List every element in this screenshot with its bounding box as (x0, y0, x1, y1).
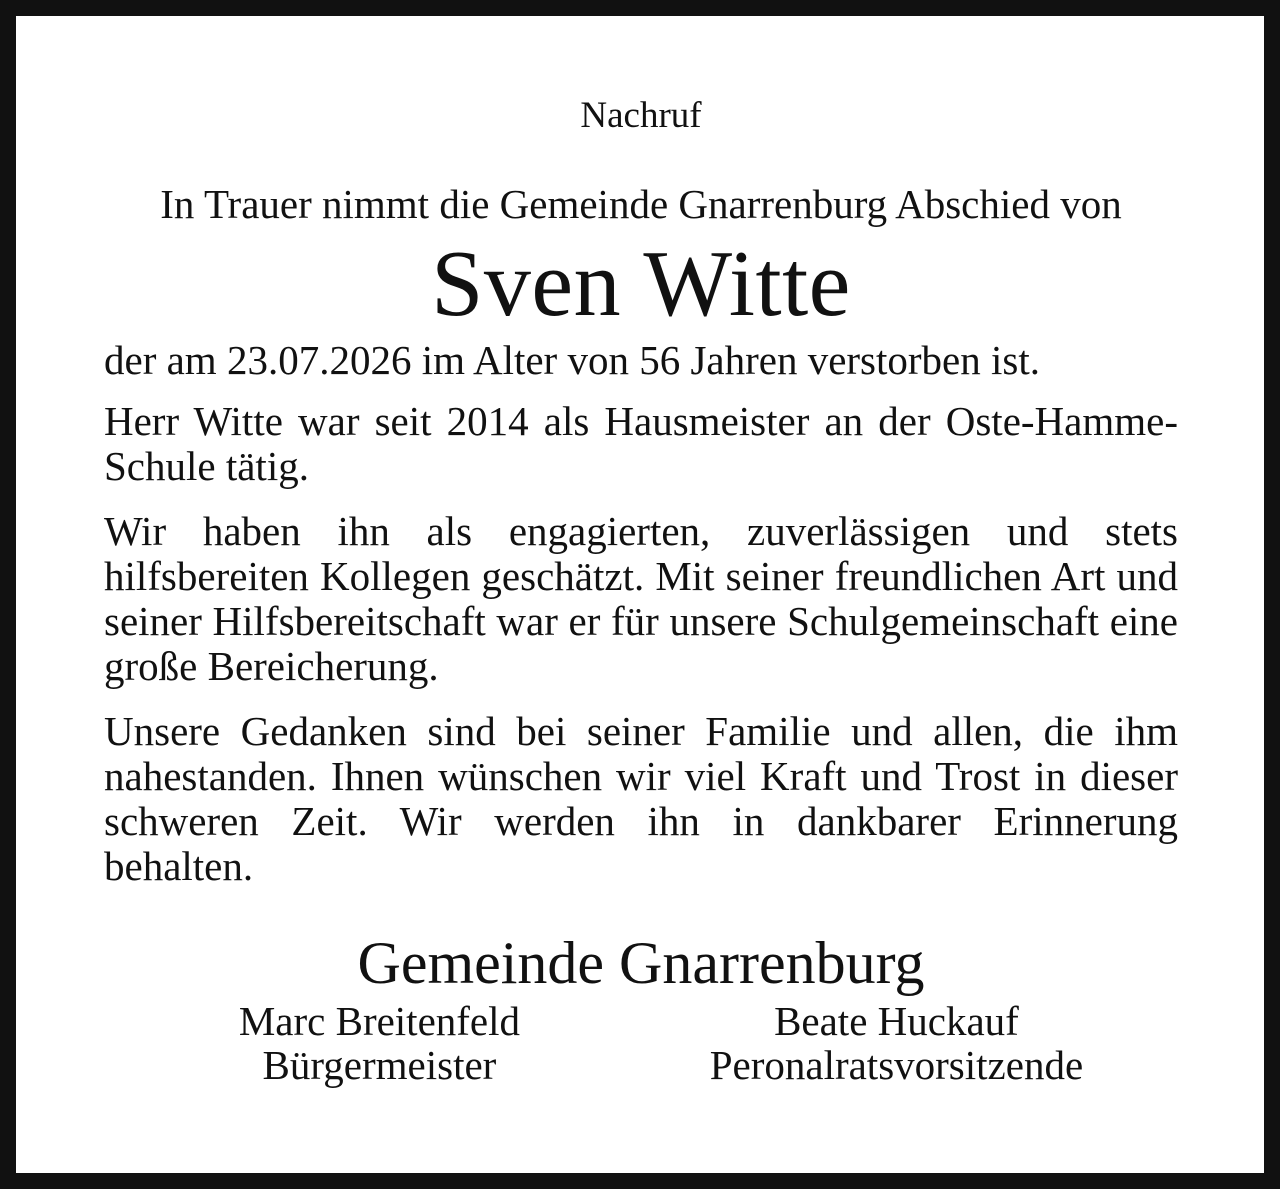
signer-role: Peronalratsvorsitzende (709, 1042, 1084, 1088)
signers (104, 999, 1178, 1087)
deceased-name: Sven Witte (431, 232, 851, 336)
notice-intro: In Trauer nimmt die Gemeinde Gnarrenburg Abschied von (160, 181, 1122, 227)
paragraph-appreciation: Wir haben ihn als engagierten, zuverlässigen und stets hilfsbereiten Kollegen geschätzt. Mit seiner freundlichen Art und seiner Hilfsbereitschaft war er für unsere Schulgemeinschaft eine große Bereicherung. (104, 508, 1178, 689)
organization-name: Gemeinde Gnarrenburg (357, 930, 925, 996)
signer-role: Bürgermeister (262, 1042, 497, 1088)
paragraph-condolence: Unsere Gedanken sind bei seiner Familie und allen, die ihm nahestanden. Ihnen wünschen wir viel Kraft und Trost in dieser schweren Zeit. Wir werden ihn in dankbarer Erinnerung behalten. (104, 708, 1178, 889)
paragraph-employment: Herr Witte war seit 2014 als Hausmeister an der Oste-Hamme-Schule tätig. (104, 398, 1178, 489)
signer-mayor (239, 999, 520, 1087)
date-line: der am 23.07.2026 im Alter von 56 Jahren verstorben ist. (104, 337, 1040, 383)
signer-name: Beate Huckauf (774, 998, 1019, 1044)
obituary-notice (104, 94, 1178, 1087)
notice-heading: Nachruf (580, 95, 702, 136)
signer-staff-council (710, 999, 1083, 1087)
signer-name: Marc Breitenfeld (238, 998, 521, 1044)
